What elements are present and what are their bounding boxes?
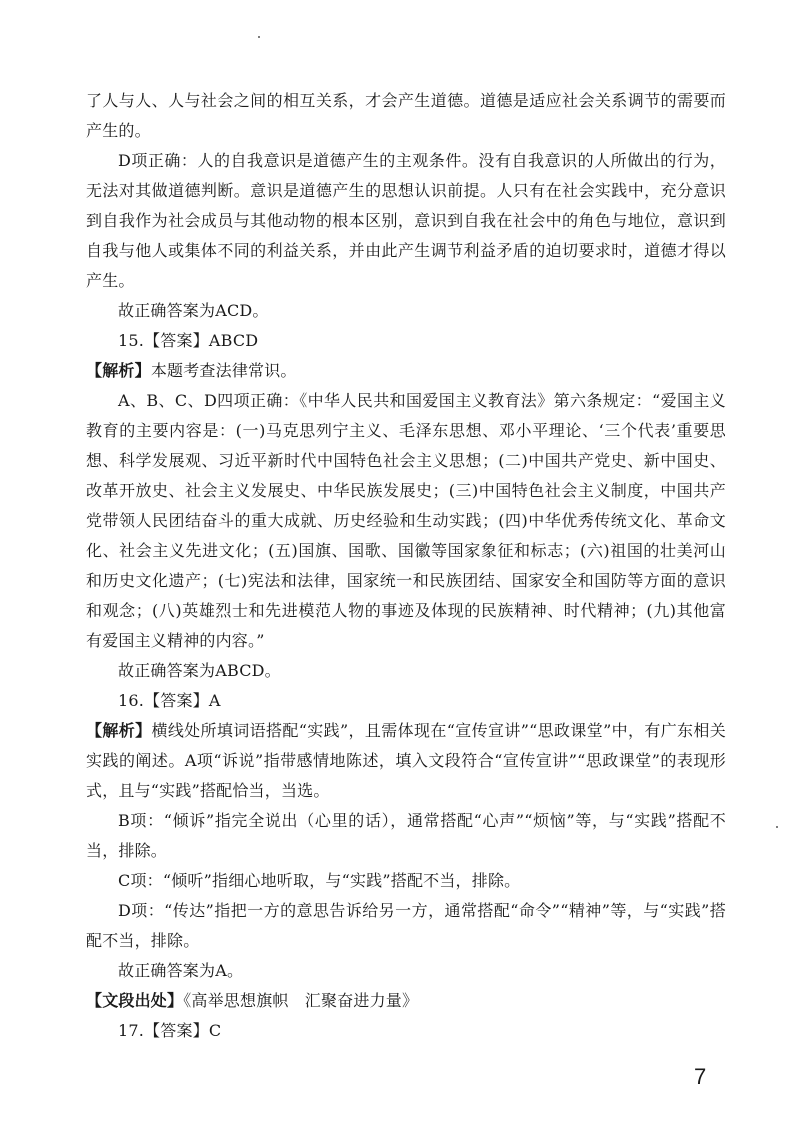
- paragraph-text: 横线处所填词语搭配“实践”，且需体现在“宣传宣讲”“思政课堂”中，有广东相关实践的阐述。A项“诉说”指带感情地陈述，填入文段符合“宣传宣讲”“思政课堂”的表现形式，且与“实践”搭配恰当，当选。: [86, 721, 726, 800]
- paragraph-text: 《高举思想旗帜 汇聚奋进力量》: [183, 991, 419, 1010]
- answer-explanation-text: [86, 86, 726, 1046]
- paragraph-text: D项：“传达”指把一方的意思告诉给另一方，通常搭配“命令”“精神”等，与“实践”搭配不当，排除。: [86, 901, 726, 950]
- paragraph-text: B项：“倾诉”指完全说出（心里的话），通常搭配“心声”“烦恼”等，与“实践”搭配不当，排除。: [86, 811, 726, 860]
- paragraph-text: 故正确答案为ABCD。: [118, 661, 281, 680]
- paragraph-3: [86, 296, 726, 326]
- paragraph-6: [86, 386, 726, 656]
- paragraph-text: 17.【答案】C: [118, 1021, 222, 1040]
- paragraph-text: D项正确：人的自我意识是道德产生的主观条件。没有自我意识的人所做出的行为，无法对其做道德判断。意识是道德产生的思想认识前提。人只有在社会实践中，充分意识到自我作为社会成员与其他动物的根本区别，意识到自我在社会中的角色与地位，意识到自我与他人或集体不同的利益关系，并由此产生调节利益矛盾的迫切要求时，道德才得以产生。: [86, 151, 726, 290]
- paragraph-2: [86, 146, 726, 296]
- paragraph-text: 了人与人、人与社会之间的相互关系，才会产生道德。道德是适应社会关系调节的需要而产生的。: [86, 91, 726, 140]
- paragraph-text: 故正确答案为A。: [118, 961, 244, 980]
- paragraph-text: 故正确答案为ACD。: [118, 301, 269, 320]
- paragraph-text: 16.【答案】A: [118, 691, 221, 710]
- scan-speck: [258, 36, 260, 38]
- paragraph-text: C项：“倾听”指细心地听取，与“实践”搭配不当，排除。: [118, 871, 521, 890]
- page-number: 7: [694, 1064, 707, 1089]
- paragraph-label: 【解析】: [86, 361, 151, 380]
- paragraph-text: 15.【答案】ABCD: [118, 331, 259, 350]
- paragraph-8: [86, 686, 726, 716]
- paragraph-5: [86, 356, 726, 386]
- paragraph-15: [86, 1016, 726, 1046]
- paragraph-10: [86, 806, 726, 866]
- paragraph-7: [86, 656, 726, 686]
- paragraph-12: [86, 896, 726, 956]
- paragraph-11: [86, 866, 726, 896]
- paragraph-label: 【解析】: [86, 721, 152, 740]
- paragraph-text: A、B、C、D四项正确：《中华人民共和国爱国主义教育法》第六条规定：“爱国主义教育的主要内容是：(一)马克思列宁主义、毛泽东思想、邓小平理论、‘三个代表’重要思想、科学发展观、习近平新时代中国特色社会主义思想；(二)中国共产党史、新中国史、改革开放史、社会主义发展史、中华民族发展史；(三)中国特色社会主义制度，中国共产党带领人民团结奋斗的重大成就、历史经验和生动实践；(四)中华优秀传统文化、革命文化、社会主义先进文化；(五)国旗、国歌、国徽等国家象征和标志；(六)祖国的壮美河山和历史文化遗产；(七)宪法和法律，国家统一和民族团结、国家安全和国防等方面的意识和观念；(八)英雄烈士和先进模范人物的事迹及体现的民族精神、时代精神；(九)其他富有爱国主义精神的内容。”: [86, 391, 726, 650]
- scan-speck: [776, 826, 778, 828]
- paragraph-1: [86, 86, 726, 146]
- paragraph-14: [86, 986, 726, 1016]
- paragraph-9: [86, 716, 726, 806]
- paragraph-4: [86, 326, 726, 356]
- paragraph-text: 本题考查法律常识。: [150, 361, 297, 380]
- paragraph-13: [86, 956, 726, 986]
- paragraph-label: 【文段出处】: [86, 991, 184, 1010]
